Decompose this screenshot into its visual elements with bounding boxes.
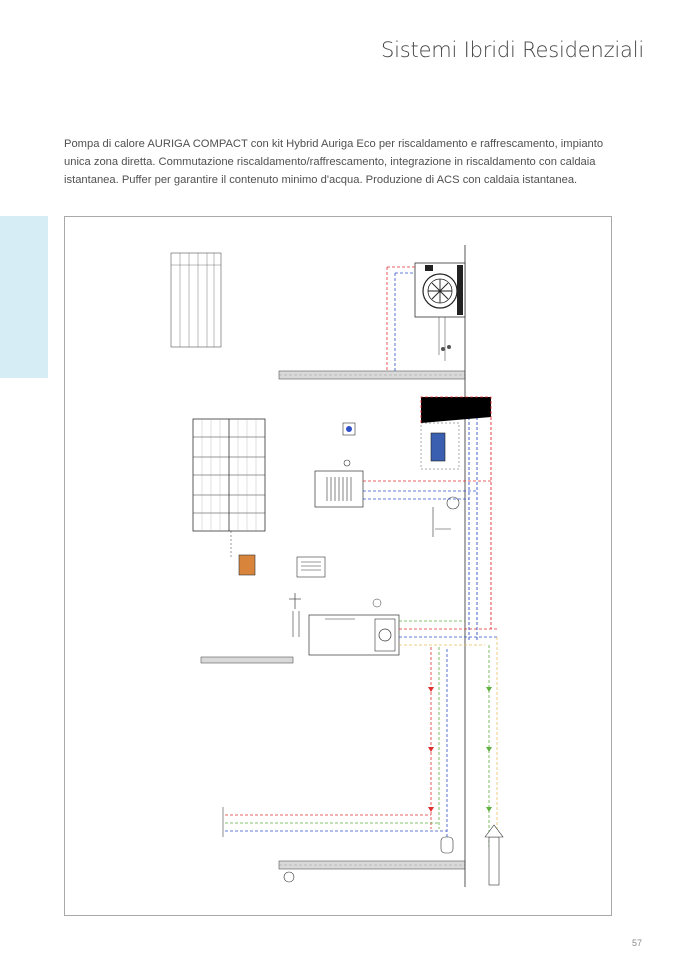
- diagram-canvas: [65, 217, 613, 917]
- boiler-icon: [309, 615, 399, 655]
- hydraulic-diagram: [64, 216, 612, 916]
- side-tab-marker: [0, 216, 48, 378]
- page-number: 57: [631, 938, 642, 948]
- puffer-tank-icon: [421, 423, 459, 469]
- wall-bottom: [279, 861, 465, 869]
- supply-arrow: [489, 837, 499, 885]
- wall-top: [279, 371, 465, 379]
- meter-icon: [297, 557, 325, 577]
- fan-coil-icon: [315, 471, 363, 507]
- intro-paragraph: Pompa di calore AURIGA COMPACT con kit Hybrid Auriga Eco per riscaldamento e raffrescamento, impianto unica zona diretta. Commutazione riscaldamento/raffrescamento, integrazione in riscaldamento con caldaia istantanea. Puffer per garantire il contenuto minimo d'acqua. Produzione di ACS con caldaia istantanea.: [64, 138, 604, 186]
- floor-slab: [201, 657, 293, 663]
- expansion-tank-icon: [441, 837, 453, 853]
- inverter-icon: [239, 555, 255, 575]
- outdoor-unit-icon: [415, 263, 465, 317]
- page-title: Sistemi Ibridi Residenziali: [381, 38, 644, 62]
- solar-panel-icon: [193, 419, 265, 531]
- legend-box: [171, 253, 221, 347]
